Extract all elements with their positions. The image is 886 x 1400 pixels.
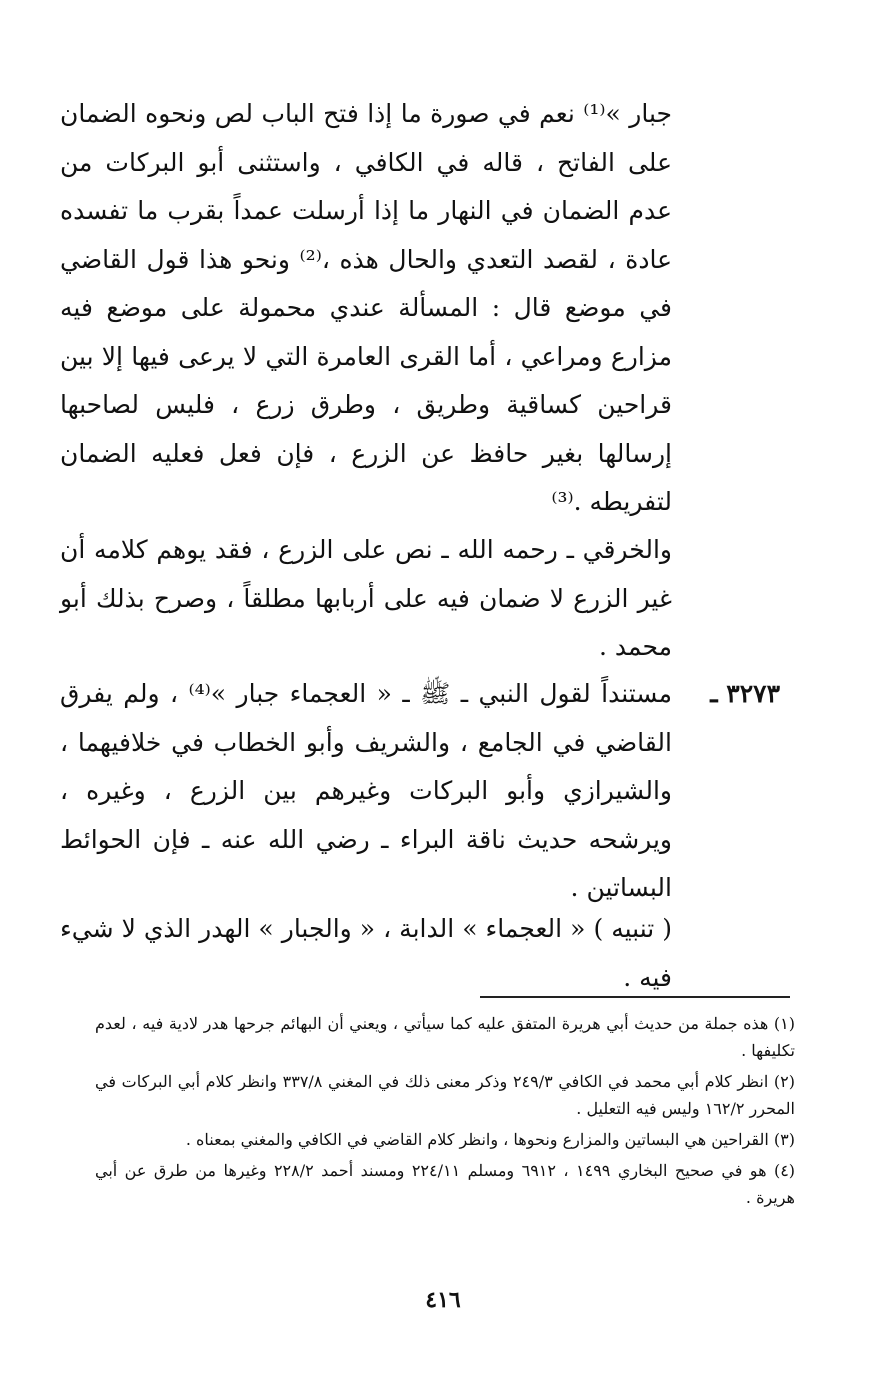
footnote-1: (١) هذه جملة من حديث أبي هريرة المتفق عليه كما سيأتي ، ويعني أن البهائم جرحها هدر لادية فيه ، لعدم تكليفها . bbox=[95, 1014, 795, 1060]
paragraph-2: والخرقي ـ رحمه الله ـ نص على الزرع ، فقد يوهم كلامه أن غير الزرع لا ضمان فيه على أربابها مطلقاً ، وصرح بذلك أبو محمد . bbox=[60, 535, 672, 661]
note-paragraph: ( تنبيه ) « العجماء » الدابة ، « والجبار » الهدر الذي لا شيء فيه . bbox=[60, 914, 672, 992]
footnote-divider bbox=[480, 996, 790, 998]
footnote-3: (٣) القراحين هي البساتين والمزارع ونحوها ، وانظر كلام القاضي في الكافي والمغني بمعناه . bbox=[185, 1130, 795, 1149]
paragraph-3: مستنداً لقول النبي ـ ﷺ ـ « العجماء جبار »⁽⁴⁾ ، ولم يفرق القاضي في الجامع ، والشريف وأبو الخطاب في خلافيهما ، والشيرازي وأبو البركات وغيرهم بين الزرع ، وغيره ، ويرشحه حديث ناقة البراء ـ رضي الله عنه ـ فإن الحوائط البساتين . bbox=[60, 679, 672, 902]
page-number: ٤١٦ bbox=[425, 1287, 461, 1313]
footnote-2: (٢) انظر كلام أبي محمد في الكافي ٢٤٩/٣ وذكر معنى ذلك في المغني ٣٣٧/٨ وانظر كلام أبي البركات في المحرر ١٦٢/٢ وليس فيه التعليل . bbox=[95, 1072, 796, 1118]
item-number: ٣٢٧٣ ـ bbox=[710, 679, 780, 708]
footnotes bbox=[95, 1010, 795, 1215]
footnote-4: (٤) هو في صحيح البخاري ١٤٩٩ ، ٦٩١٢ ومسلم ٢٢٤/١١ ومسند أحمد ٢٢٨/٢ وغيرها من طرق عن أبي هريرة . bbox=[95, 1161, 796, 1207]
paragraph-1: جبار »⁽¹⁾ نعم في صورة ما إذا فتح الباب لص ونحوه الضمان على الفاتح ، قاله في الكافي ، واستثنى أبو البركات من عدم الضمان في النهار ما إذا أرسلت عمداً بقرب ما تفسده عادة ، لقصد التعدي والحال هذه ،⁽²⁾ ونحو هذا قول القاضي في موضع قال : المسألة عندي محمولة على موضع فيه مزارع ومراعي ، أما القرى العامرة التي لا يرعى فيها إلا بين قراحين كساقية وطريق ، وطرق زرع ، فليس لصاحبها إرسالها بغير حافظ عن الزرع ، فإن فعل فعليه الضمان لتفريطه .⁽³⁾ bbox=[60, 99, 672, 516]
